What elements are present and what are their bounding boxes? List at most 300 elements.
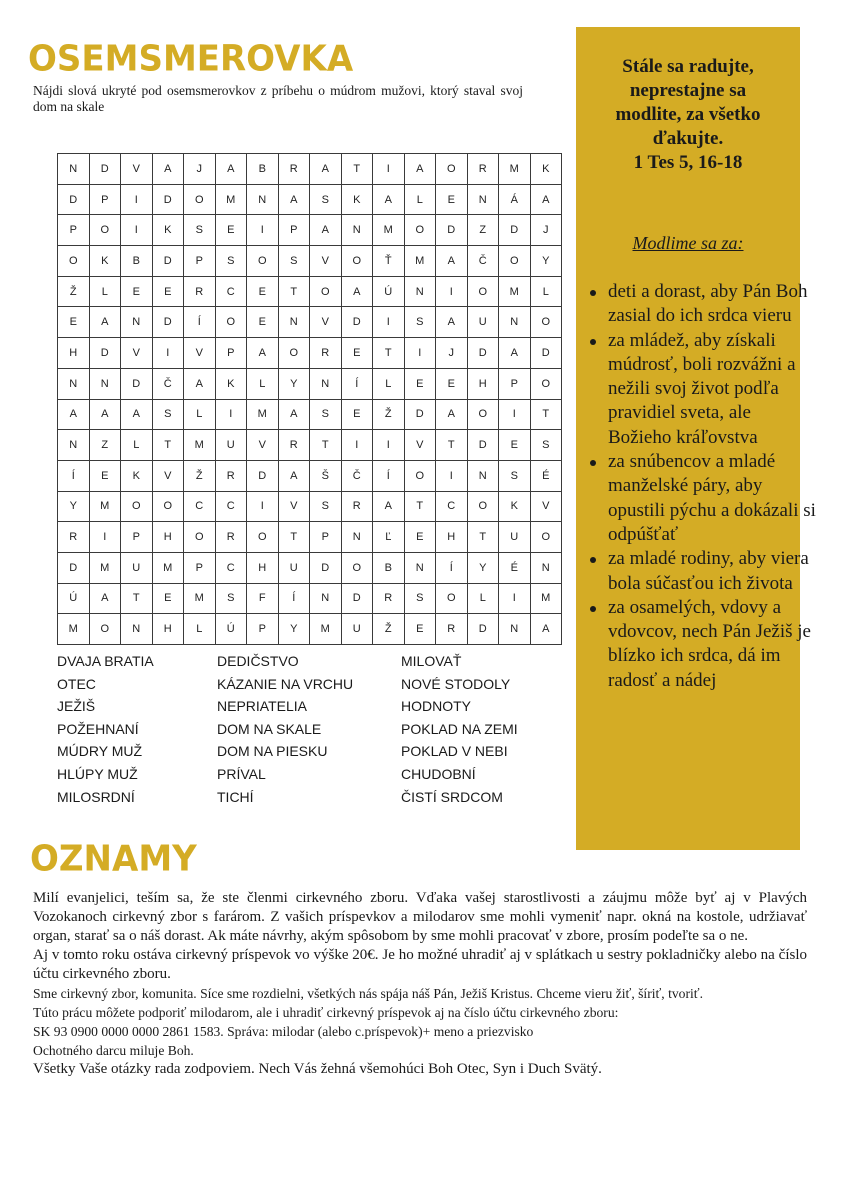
grid-cell: D <box>404 399 436 430</box>
announcements-body <box>33 889 807 1079</box>
prayer-item: za snúbencov a mladé manželské páry, aby opustili pýchu a dokázali si odpúšťať <box>608 450 818 547</box>
grid-cell: R <box>341 491 373 522</box>
grid-cell: O <box>341 552 373 583</box>
grid-cell: A <box>436 307 468 338</box>
grid-cell: N <box>247 184 279 215</box>
grid-cell: J <box>184 154 216 185</box>
announcement-paragraph: Túto prácu môžete podporiť milodarom, ale i uhradiť cirkevný príspevok aj na číslo účtu cirkevného zboru: <box>33 1005 619 1020</box>
grid-cell: I <box>373 154 405 185</box>
grid-cell: D <box>310 552 342 583</box>
quote-line: neprestajne sa <box>629 80 747 101</box>
grid-cell: C <box>184 491 216 522</box>
grid-cell: E <box>121 276 153 307</box>
announcement-paragraph: SK 93 0900 0000 0000 2861 1583. Správa: milodar (alebo c.príspevok)+ meno a priezvisko <box>33 1024 534 1039</box>
grid-row <box>58 583 562 614</box>
word-list-item: NEPRIATELIA <box>217 698 307 715</box>
grid-cell: D <box>530 338 562 369</box>
grid-cell: C <box>215 276 247 307</box>
prayer-item: deti a dorast, aby Pán Boh zasial do ich srdca vieru <box>608 280 818 329</box>
grid-cell: Ž <box>58 276 90 307</box>
grid-cell: D <box>89 338 121 369</box>
grid-cell: E <box>58 307 90 338</box>
grid-cell: O <box>530 368 562 399</box>
grid-cell: O <box>247 522 279 553</box>
grid-cell: T <box>278 522 310 553</box>
quote-line: 1 Tes 5, 16-18 <box>633 152 743 173</box>
grid-cell: R <box>58 522 90 553</box>
grid-cell: Ž <box>373 614 405 645</box>
grid-cell: D <box>436 215 468 246</box>
grid-cell: S <box>278 246 310 277</box>
grid-cell: P <box>247 614 279 645</box>
word-list-item: POKLAD V NEBI <box>401 743 508 760</box>
grid-cell: Z <box>467 215 499 246</box>
grid-cell: P <box>215 338 247 369</box>
grid-cell: B <box>247 154 279 185</box>
grid-cell: V <box>404 430 436 461</box>
grid-cell: N <box>341 215 373 246</box>
grid-cell: S <box>404 583 436 614</box>
grid-cell: D <box>152 246 184 277</box>
word-list-item: OTEC <box>57 675 96 692</box>
grid-cell: I <box>247 215 279 246</box>
grid-cell: V <box>121 338 153 369</box>
word-list-item: POŽEHNANÍ <box>57 720 139 737</box>
prayer-item: za mládež, aby získali múdrosť, boli rozvážni a nežili svoj život podľa pravidiel sveta, ale Božieho kráľovstva <box>608 329 818 450</box>
grid-cell: M <box>373 215 405 246</box>
grid-cell: T <box>373 338 405 369</box>
grid-cell: S <box>215 583 247 614</box>
grid-cell: O <box>152 491 184 522</box>
grid-cell: O <box>121 491 153 522</box>
grid-cell: V <box>310 307 342 338</box>
grid-cell: T <box>152 430 184 461</box>
grid-cell: I <box>89 522 121 553</box>
grid-cell: Ú <box>58 583 90 614</box>
grid-cell: L <box>184 399 216 430</box>
word-list-item: HLÚPY MUŽ <box>57 765 138 782</box>
grid-cell: V <box>152 460 184 491</box>
grid-cell: Í <box>278 583 310 614</box>
grid-cell: D <box>499 215 531 246</box>
grid-cell: T <box>404 491 436 522</box>
grid-cell: I <box>499 583 531 614</box>
word-list-item: TICHÍ <box>217 788 254 805</box>
grid-cell: Y <box>278 614 310 645</box>
grid-cell: V <box>278 491 310 522</box>
grid-cell: U <box>215 430 247 461</box>
grid-cell: Č <box>152 368 184 399</box>
announcement-paragraph: Sme cirkevný zbor, komunita. Síce sme rozdielni, všetkých nás spája náš Pán, Ježiš Kristus. Chceme vieru žiť, šíriť, tvoriť. <box>33 986 703 1001</box>
grid-cell: S <box>184 215 216 246</box>
grid-cell: R <box>373 583 405 614</box>
grid-cell: N <box>467 460 499 491</box>
grid-cell: Í <box>373 460 405 491</box>
grid-cell: E <box>436 368 468 399</box>
grid-cell: E <box>152 583 184 614</box>
grid-cell: L <box>467 583 499 614</box>
grid-cell: Í <box>58 460 90 491</box>
grid-cell: R <box>278 154 310 185</box>
word-list-column-3 <box>401 650 518 808</box>
grid-cell: A <box>310 154 342 185</box>
grid-cell: N <box>121 307 153 338</box>
grid-cell: A <box>184 368 216 399</box>
grid-cell: L <box>247 368 279 399</box>
grid-cell: V <box>184 338 216 369</box>
grid-cell: I <box>152 338 184 369</box>
grid-cell: N <box>341 522 373 553</box>
grid-cell: Ú <box>373 276 405 307</box>
grid-cell: K <box>89 246 121 277</box>
grid-cell: A <box>530 614 562 645</box>
grid-cell: A <box>152 154 184 185</box>
grid-cell: D <box>152 184 184 215</box>
grid-cell: L <box>404 184 436 215</box>
prayer-item: za osamelých, vdovy a vdovcov, nech Pán Ježiš je blízko ich srdca, dá im radosť a nádej <box>608 596 818 693</box>
grid-cell: B <box>373 552 405 583</box>
grid-cell: S <box>152 399 184 430</box>
grid-row <box>58 276 562 307</box>
grid-cell: L <box>530 276 562 307</box>
grid-cell: A <box>404 154 436 185</box>
grid-cell: Ž <box>184 460 216 491</box>
word-list-item: CHUDOBNÍ <box>401 765 476 782</box>
grid-cell: O <box>89 614 121 645</box>
grid-cell: L <box>184 614 216 645</box>
word-list-item: KÁZANIE NA VRCHU <box>217 675 354 692</box>
grid-cell: O <box>499 246 531 277</box>
grid-cell: I <box>373 307 405 338</box>
grid-cell: J <box>436 338 468 369</box>
grid-cell: N <box>58 368 90 399</box>
grid-cell: I <box>121 215 153 246</box>
grid-cell: H <box>467 368 499 399</box>
grid-cell: O <box>404 460 436 491</box>
grid-cell: V <box>530 491 562 522</box>
grid-cell: Ľ <box>373 522 405 553</box>
grid-cell: E <box>404 368 436 399</box>
grid-cell: E <box>341 399 373 430</box>
grid-cell: A <box>121 399 153 430</box>
puzzle-title: OSEMSMEROVKA <box>28 38 354 80</box>
grid-cell: P <box>184 552 216 583</box>
grid-cell: D <box>247 460 279 491</box>
grid-cell: S <box>215 246 247 277</box>
grid-cell: A <box>89 307 121 338</box>
grid-cell: O <box>310 276 342 307</box>
grid-cell: T <box>436 430 468 461</box>
grid-row <box>58 154 562 185</box>
word-list-item: POKLAD NA ZEMI <box>401 720 518 737</box>
grid-cell: C <box>436 491 468 522</box>
grid-cell: M <box>310 614 342 645</box>
grid-cell: I <box>436 276 468 307</box>
grid-cell: A <box>373 491 405 522</box>
grid-cell: M <box>215 184 247 215</box>
grid-cell: N <box>404 552 436 583</box>
grid-cell: A <box>89 583 121 614</box>
grid-cell: D <box>341 583 373 614</box>
grid-cell: M <box>152 552 184 583</box>
grid-cell: M <box>404 246 436 277</box>
grid-cell: P <box>184 246 216 277</box>
grid-cell: V <box>247 430 279 461</box>
grid-cell: E <box>341 338 373 369</box>
grid-cell: I <box>499 399 531 430</box>
grid-cell: D <box>58 184 90 215</box>
grid-cell: N <box>499 307 531 338</box>
grid-cell: R <box>215 460 247 491</box>
grid-cell: E <box>215 215 247 246</box>
grid-cell: H <box>436 522 468 553</box>
grid-cell: D <box>467 614 499 645</box>
grid-cell: O <box>247 246 279 277</box>
grid-row <box>58 307 562 338</box>
grid-cell: A <box>310 215 342 246</box>
word-list-item: HODNOTY <box>401 698 471 715</box>
grid-cell: T <box>341 154 373 185</box>
word-list-item: ČISTÍ SRDCOM <box>401 788 503 805</box>
grid-cell: V <box>121 154 153 185</box>
grid-cell: S <box>404 307 436 338</box>
prayer-panel <box>576 27 816 850</box>
grid-cell: M <box>184 583 216 614</box>
grid-cell: P <box>310 522 342 553</box>
grid-cell: R <box>278 430 310 461</box>
grid-cell: D <box>121 368 153 399</box>
grid-cell: O <box>530 307 562 338</box>
word-list-item: DOM NA PIESKU <box>217 743 328 760</box>
grid-row <box>58 430 562 461</box>
grid-cell: F <box>247 583 279 614</box>
grid-cell: I <box>436 460 468 491</box>
grid-cell: O <box>467 491 499 522</box>
grid-cell: K <box>121 460 153 491</box>
grid-cell: A <box>247 338 279 369</box>
grid-cell: N <box>404 276 436 307</box>
grid-cell: N <box>310 368 342 399</box>
grid-cell: T <box>121 583 153 614</box>
word-list-item: DOM NA SKALE <box>217 720 322 737</box>
grid-cell: E <box>247 307 279 338</box>
grid-cell: Y <box>278 368 310 399</box>
grid-cell: R <box>184 276 216 307</box>
grid-cell: I <box>247 491 279 522</box>
grid-cell: U <box>499 522 531 553</box>
grid-cell: A <box>278 460 310 491</box>
grid-cell: D <box>467 338 499 369</box>
grid-cell: K <box>152 215 184 246</box>
grid-row <box>58 184 562 215</box>
grid-cell: O <box>278 338 310 369</box>
announcement-paragraph: Všetky Vaše otázky rada zodpoviem. Nech Vás žehná všemohúci Boh Otec, Syn i Duch Svätý. <box>33 1061 602 1077</box>
grid-cell: O <box>404 215 436 246</box>
grid-cell: Ú <box>215 614 247 645</box>
grid-cell: Z <box>89 430 121 461</box>
grid-row <box>58 522 562 553</box>
grid-cell: N <box>89 368 121 399</box>
grid-cell: N <box>467 184 499 215</box>
grid-cell: L <box>373 368 405 399</box>
grid-row <box>58 552 562 583</box>
grid-cell: S <box>310 491 342 522</box>
grid-row <box>58 368 562 399</box>
grid-cell: A <box>341 276 373 307</box>
grid-cell: H <box>152 614 184 645</box>
word-list-item: DVAJA BRATIA <box>57 653 154 669</box>
grid-cell: E <box>404 614 436 645</box>
grid-cell: I <box>373 430 405 461</box>
grid-cell: É <box>530 460 562 491</box>
grid-row <box>58 491 562 522</box>
grid-cell: M <box>184 430 216 461</box>
grid-cell: P <box>89 184 121 215</box>
announcement-paragraph: Ochotného darcu miluje Boh. <box>33 1043 194 1058</box>
grid-cell: Š <box>310 460 342 491</box>
grid-cell: A <box>278 184 310 215</box>
grid-cell: P <box>499 368 531 399</box>
grid-cell: O <box>215 307 247 338</box>
grid-row <box>58 614 562 645</box>
grid-cell: T <box>467 522 499 553</box>
grid-row <box>58 215 562 246</box>
grid-cell: M <box>247 399 279 430</box>
grid-cell: Y <box>58 491 90 522</box>
grid-cell: S <box>530 430 562 461</box>
bible-quote <box>576 55 800 175</box>
grid-cell: N <box>58 430 90 461</box>
grid-cell: K <box>341 184 373 215</box>
grid-cell: O <box>184 522 216 553</box>
grid-cell: O <box>341 246 373 277</box>
grid-cell: D <box>152 307 184 338</box>
grid-cell: Í <box>341 368 373 399</box>
grid-cell: A <box>58 399 90 430</box>
grid-cell: O <box>467 276 499 307</box>
announcement-paragraph: Aj v tomto roku ostáva cirkevný príspevok vo výške 20€. Je ho možné uhradiť aj v splátkach u sestry pokladničky alebo na číslo účtu cirkevného zboru. <box>33 947 807 982</box>
grid-cell: O <box>530 522 562 553</box>
grid-cell: O <box>89 215 121 246</box>
quote-line: ďakujte. <box>652 128 724 149</box>
grid-cell: D <box>58 552 90 583</box>
grid-cell: P <box>121 522 153 553</box>
grid-cell: É <box>499 552 531 583</box>
grid-cell: D <box>341 307 373 338</box>
grid-cell: R <box>436 614 468 645</box>
puzzle-intro: Nájdi slová ukryté pod osemsmerovkov z príbehu o múdrom mužovi, ktorý staval svoj dom na skale <box>33 83 523 114</box>
grid-cell: Í <box>184 307 216 338</box>
word-list-item: MÚDRY MUŽ <box>57 743 143 760</box>
grid-cell: E <box>152 276 184 307</box>
grid-cell: M <box>89 552 121 583</box>
grid-cell: Y <box>530 246 562 277</box>
grid-row <box>58 338 562 369</box>
grid-cell: U <box>467 307 499 338</box>
prayer-heading: Modlime sa za: <box>632 233 744 253</box>
grid-cell: J <box>530 215 562 246</box>
grid-cell: N <box>121 614 153 645</box>
grid-cell: L <box>121 430 153 461</box>
grid-cell: E <box>404 522 436 553</box>
grid-cell: E <box>247 276 279 307</box>
grid-cell: K <box>215 368 247 399</box>
grid-cell: O <box>436 583 468 614</box>
grid-cell: K <box>499 491 531 522</box>
word-search-grid <box>57 153 562 645</box>
announcement-paragraph: Milí evanjelici, teším sa, že ste členmi cirkevného zboru. Vďaka vašej starostlivosti a záujmu môže byť aj v Plavých Vozokanoch cirkevný zbor s farárom. Z vašich príspevkov a milodarov sme mohli vymeniť napr. okná na kostole, udržiavať organ, starať sa o náš dorast. Ak máte návrhy, akým spôsobom by sme mohli pracovať v zbore, prosím podeľte sa o ne. <box>33 890 807 944</box>
word-list-item: DEDIČSTVO <box>217 653 299 669</box>
grid-cell: H <box>152 522 184 553</box>
grid-cell: O <box>184 184 216 215</box>
word-list-item: MILOSRDNÍ <box>57 788 135 805</box>
grid-cell: Č <box>341 460 373 491</box>
grid-cell: B <box>121 246 153 277</box>
grid-cell: A <box>499 338 531 369</box>
grid-cell: D <box>467 430 499 461</box>
grid-cell: V <box>310 246 342 277</box>
grid-cell: T <box>278 276 310 307</box>
grid-cell: E <box>89 460 121 491</box>
grid-cell: H <box>58 338 90 369</box>
grid-cell: I <box>215 399 247 430</box>
grid-cell: N <box>278 307 310 338</box>
grid-cell: Y <box>467 552 499 583</box>
grid-cell: I <box>404 338 436 369</box>
quote-line: modlite, za všetko <box>615 104 761 125</box>
announcements-title: OZNAMY <box>30 838 197 880</box>
grid-cell: C <box>215 552 247 583</box>
quote-line: Stále sa radujte, <box>622 56 754 77</box>
word-list-item: PRÍVAL <box>217 765 266 782</box>
grid-row <box>58 460 562 491</box>
grid-cell: U <box>341 614 373 645</box>
grid-cell: L <box>89 276 121 307</box>
grid-cell: U <box>278 552 310 583</box>
grid-cell: D <box>89 154 121 185</box>
grid-cell: E <box>499 430 531 461</box>
grid-cell: C <box>215 491 247 522</box>
grid-cell: S <box>310 184 342 215</box>
grid-cell: O <box>436 154 468 185</box>
grid-cell: A <box>373 184 405 215</box>
word-list-column-1 <box>57 650 154 808</box>
grid-row <box>58 246 562 277</box>
grid-cell: N <box>58 154 90 185</box>
grid-cell: T <box>310 430 342 461</box>
grid-cell: M <box>58 614 90 645</box>
grid-cell: R <box>467 154 499 185</box>
grid-cell: I <box>341 430 373 461</box>
grid-cell: A <box>89 399 121 430</box>
grid-cell: P <box>58 215 90 246</box>
grid-cell: M <box>499 154 531 185</box>
grid-cell: P <box>278 215 310 246</box>
grid-cell: H <box>247 552 279 583</box>
grid-cell: T <box>530 399 562 430</box>
grid-cell: Ť <box>373 246 405 277</box>
grid-cell: S <box>310 399 342 430</box>
word-list-item: MILOVAŤ <box>401 653 462 669</box>
prayer-item: za mladé rodiny, aby viera bola súčasťou ich života <box>608 547 818 596</box>
grid-cell: N <box>310 583 342 614</box>
grid-cell: N <box>530 552 562 583</box>
grid-cell: O <box>467 399 499 430</box>
grid-cell: A <box>530 184 562 215</box>
grid-cell: M <box>499 276 531 307</box>
word-list-item: NOVÉ STODOLY <box>401 675 511 692</box>
grid-cell: K <box>530 154 562 185</box>
